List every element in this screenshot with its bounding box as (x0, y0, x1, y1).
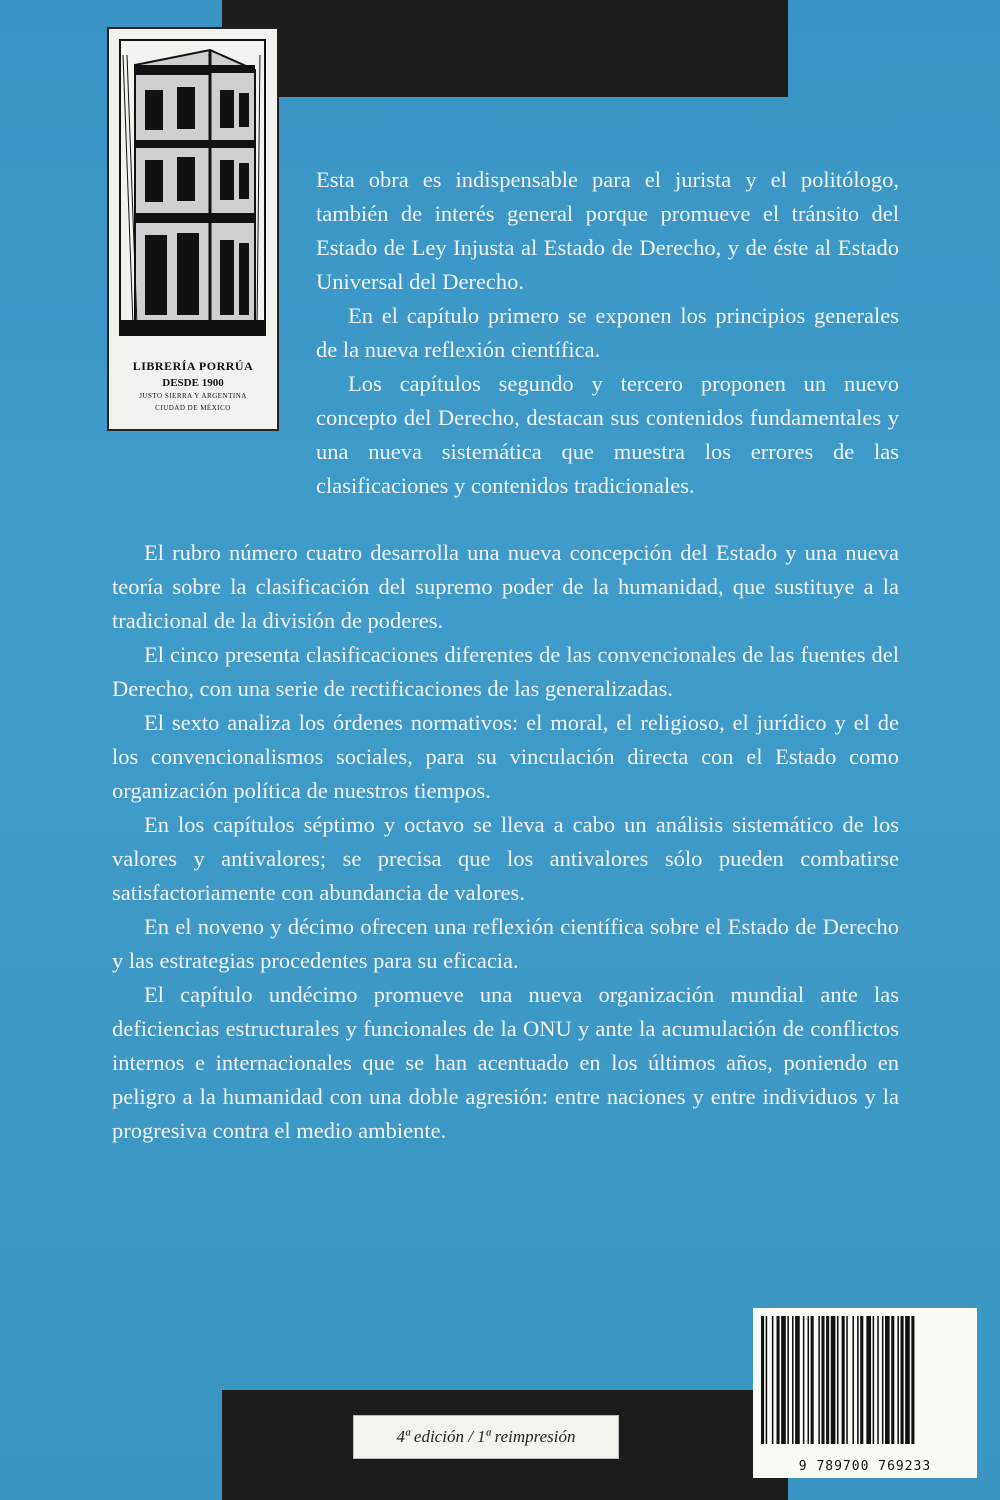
synopsis-paragraph: Los capítulos segundo y tercero proponen un nuevo concepto del Derecho, destacan sus contenidos fundamentales y una nueva sistemática que muestra los errores de las clasificaciones y contenidos tradicionales. (316, 371, 899, 498)
synopsis-paragraph: El capítulo undécimo promueve una nueva organización mundial ante las deficiencias estructurales y funcionales de la ONU y ante la acumulación de conflictos internos e internacionales que se han acentuado en los últimos años, poniendo en peligro a la humanidad con una doble agresión: entre naciones y entre individuos y la progresiva contra el medio ambiente. (112, 982, 899, 1143)
barcode-icon (759, 1316, 971, 1446)
synopsis-paragraph: El rubro número cuatro desarrolla una nueva concepción del Estado y una nueva teoría sobre la clasificación del supremo poder de la humanidad, que sustituye a la tradicional de la división de poderes. (112, 540, 899, 633)
synopsis-paragraph: El cinco presenta clasificaciones diferentes de las convencionales de las fuentes del Derecho, con una serie de rectificaciones de las generalizadas. (112, 642, 899, 701)
synopsis-paragraph: En el capítulo primero se exponen los principios generales de la nueva reflexión científica. (316, 303, 899, 362)
publisher-address-line2: CIUDAD DE MÉXICO (155, 404, 231, 412)
building-illustration-icon (115, 35, 271, 345)
top-black-band (222, 0, 788, 97)
publisher-logo (107, 27, 279, 431)
publisher-name: LIBRERÍA PORRÚA (132, 359, 254, 373)
publisher-since: DESDE 1900 (162, 377, 224, 389)
synopsis-paragraph: Esta obra es indispensable para el jurista y el politólogo, también de interés general porque promueve el tránsito del Estado de Ley Injusta al Estado de Derecho, y de éste al Estado Universal del Derecho. (316, 167, 899, 294)
isbn-digits: 9 789700 769233 (798, 1459, 932, 1474)
edition-label: 4ª edición / 1ª reimpresión (353, 1415, 619, 1459)
publisher-address-line1: JUSTO SIERRA Y ARGENTINA (139, 392, 247, 400)
synopsis-paragraph: El sexto analiza los órdenes normativos: el moral, el religioso, el jurídico y el de los convencionalismos sociales, para su vinculación directa con el Estado como organización política de nuestros tiempos. (112, 710, 899, 803)
isbn-barcode (753, 1308, 977, 1478)
synopsis-paragraph: En los capítulos séptimo y octavo se lleva a cabo un análisis sistemático de los valores y antivalores; se precisa que los antivalores sólo pueden combatirse satisfactoriamente con abundancia de valores. (112, 812, 899, 905)
synopsis-paragraph: En el noveno y décimo ofrecen una reflexión científica sobre el Estado de Derecho y las estrategias procedentes para su eficacia. (112, 914, 899, 973)
synopsis-bottom (112, 536, 899, 1148)
synopsis-top (316, 163, 899, 503)
